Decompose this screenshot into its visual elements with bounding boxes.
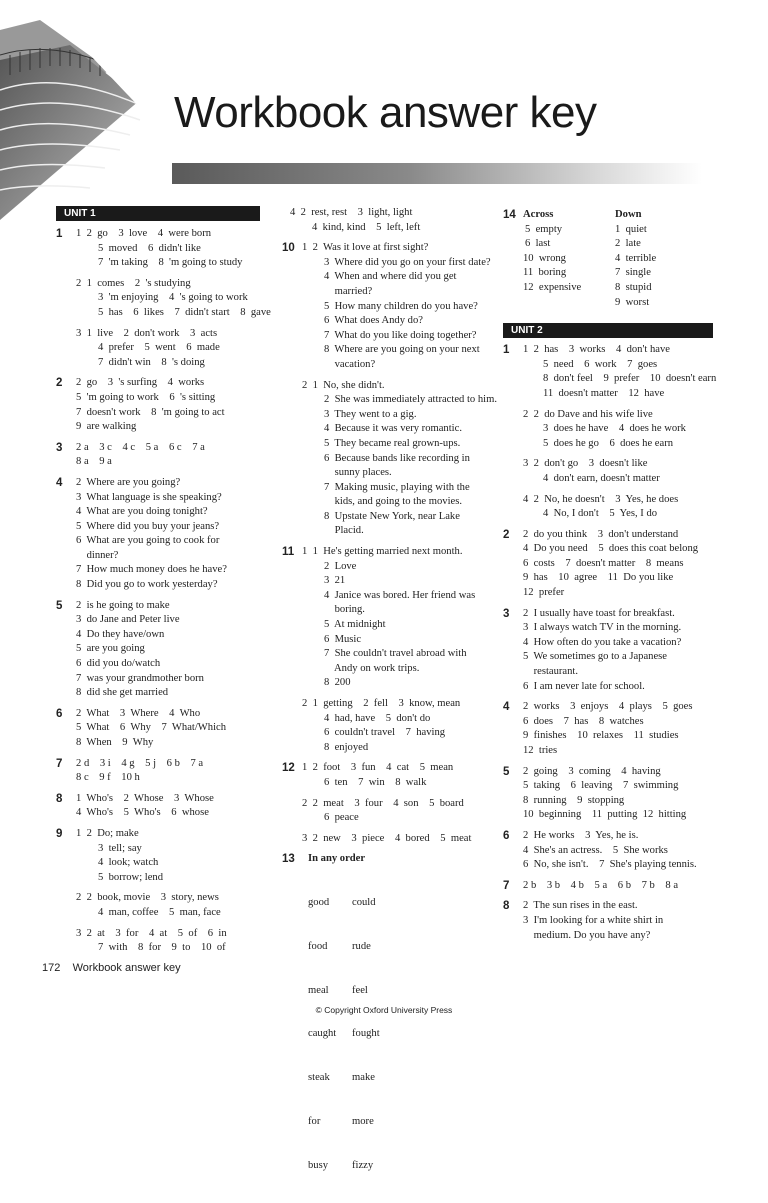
u1-ex1-part3: 3 1 live 2 don't work 3 acts 4 prefer 5 went 6 made 7 didn't win 8 's doing [76, 327, 220, 368]
u2-exercise-8: 8 2 The sun rises in the east. 3 I'm looking for a white shirt in medium. Do you have any? [503, 900, 664, 941]
u1-exercise-10: 10 1 2 Was it love at first sight? 3 Where did you go on your first date? 4 When and where did you get married? 5 How many children do you have? 6 What does Andy do? 7 What do you like doing together? 8 Where are you going on your next vacation? 2 1 No, she didn't. 2 She was immediately attracted to him. 3 They went to a gig. 4 Because it was very romantic. 5 They became real grown-ups. 6 Because bands like recording in sunny places. 7 Making music, playing with the kids, and going to the movies. 8 Upstate New York, near Lake Placid. [282, 242, 497, 537]
copyright-notice: © Copyright Oxford University Press [315, 1005, 453, 1015]
u1-exercise-5: 5 2 is he going to make 3 do Jane and Peter live 4 Do they have/own 5 are you going 6 did you do/watch 7 was your grandmother born 8 did she get married [56, 599, 204, 699]
column-3 [503, 208, 717, 943]
title-underline-bar [172, 163, 702, 184]
page-title: Workbook answer key [174, 88, 597, 137]
u2-exercise-7: 7 2 b 3 b 4 b 5 a 6 b 7 b 8 a [503, 879, 679, 892]
u2-exercise-6: 6 2 He works 3 Yes, he is. 4 She's an actress. 5 She works 6 No, she isn't. 7 She's playing tennis. [503, 829, 697, 871]
u1-exercise-14: 14 Across 5 empty 6 last 10 wrong 11 boring 12 expensive Down 1 quiet 2 late 4 terrible 7 single 8 stupid 9 worst [503, 209, 657, 308]
unit-1-header: UNIT 1 [56, 206, 260, 221]
u1-exercise-8: 8 1 Who's 2 Whose 3 Whose 4 Who's 5 Who's 6 whose [56, 792, 214, 819]
footer-label: Workbook answer key [72, 962, 181, 974]
u1-ex1-part2: 2 1 comes 2 's studying 3 'm enjoying 4 's going to work 5 has 6 likes 7 didn't start 8 gave [76, 277, 271, 318]
u1-exercise-11: 11 1 1 He's getting married next month. 2 Love 3 21 4 Janice was bored. Her friend was boring. 5 At midnight 6 Music 7 She couldn't travel abroad with Andy on work trips. 8 200 2 1 getting 2 fell 3 know, mean 4 had, have 5 don't do 6 couldn't travel 7 having 8 enjoyed [282, 546, 476, 753]
page-footer [42, 962, 181, 974]
u1-exercise-3: 3 2 a 3 c 4 c 5 a 6 c 7 a 8 a 9 a [56, 441, 205, 468]
u2-exercise-2: 2 2 do you think 3 don't understand 4 Do you need 5 does this coat belong 6 costs 7 doesn't matter 8 means 9 has 10 agree 11 Do you like 12 prefer [503, 528, 699, 599]
page-number: 172 [42, 962, 61, 974]
u1-exercise-2: 2 2 go 3 's surfing 4 works 5 'm going to work 6 's sitting 7 doesn't work 8 'm going to act 9 are walking [56, 377, 225, 433]
column-2 [282, 206, 497, 1203]
u1-exercise-7: 7 2 d 3 i 4 g 5 j 6 b 7 a 8 c 9 f 10 h [56, 757, 204, 784]
u1-exercise-12: 12 1 2 foot 3 fun 4 cat 5 mean 6 ten 7 win 8 walk 2 2 meat 3 four 4 son 5 board 6 peace 3 2 new 3 piece 4 bored 5 meat [282, 762, 472, 844]
u1-exercise-6: 6 2 What 3 Where 4 Who 5 What 6 Why 7 What/Which 8 When 9 Why [56, 707, 227, 748]
u1-exercise-9: 9 1 2 Do; make 3 tell; say 4 look; watch 5 borrow; lend 2 2 book, movie 3 story, news 4 man, coffee 5 man, face 3 2 at 3 for 4 at 5 of 6 in 7 with 8 for 9 to 10 of [56, 827, 227, 954]
u1-exercise-13: 13 In any order good food meal caught steak for busy could rude feel fought make more fizzy [282, 853, 380, 1171]
u2-exercise-4: 4 2 works 3 enjoys 4 plays 5 goes 6 does 7 has 8 watches 9 finishes 10 relaxes 11 studies 12 tries [503, 701, 693, 756]
u1-exercise-4: 4 2 Where are you going? 3 What language is she speaking? 4 What are you doing tonight? 5 Where did you buy your jeans? 6 What are you going to cook for dinner? 7 How much money does he have? 8 Did you go to work yesterday? [56, 476, 227, 591]
u1-ex1-part1: 1 2 go 3 love 4 were born 5 moved 6 didn't like 7 'm taking 8 'm going to study [76, 228, 243, 269]
column-1 [56, 206, 271, 956]
corner-photo [0, 0, 180, 220]
unit-2-header: UNIT 2 [503, 323, 713, 338]
u1-exercise-1: 1 1 2 go 3 love 4 were born 5 moved 6 didn't like 7 'm taking 8 'm going to study 2 1 comes 2 's studying 3 'm enjoying 4 's going to work 5 has 6 likes 7 didn't start 8 gave 3 1 live 2 don't work 3 acts 4 prefer 5 went 6 made 7 didn't win 8 's doing [56, 227, 260, 370]
u1-exercise-9-cont: 4 2 rest, rest 3 light, light 4 kind, kind 5 left, left [290, 207, 421, 233]
u2-exercise-1: 1 1 2 has 3 works 4 don't have 5 need 6 work 7 goes 8 don't feel 9 prefer 10 doesn't earn 11 doesn't matter 12 have 2 2 do Dave and his wife live 3 does he have 4 does he work 5 does he go 6 does he earn 3 2 don't go 3 doesn't like 4 don't earn, doesn't matter 4 2 No, he doesn't 3 Yes, he does 4 No, I don't 5 Yes, I do [503, 344, 717, 520]
u2-exercise-3: 3 2 I usually have toast for breakfast. 3 I always watch TV in the morning. 4 How often do you take a vacation? 5 We sometimes go to a Japanese restaurant. 6 I am never late for school. [503, 607, 682, 692]
u2-exercise-5: 5 2 going 3 coming 4 having 5 taking 6 leaving 7 swimming 8 running 9 stopping 10 beginning 11 putting 12 hitting [503, 765, 687, 821]
